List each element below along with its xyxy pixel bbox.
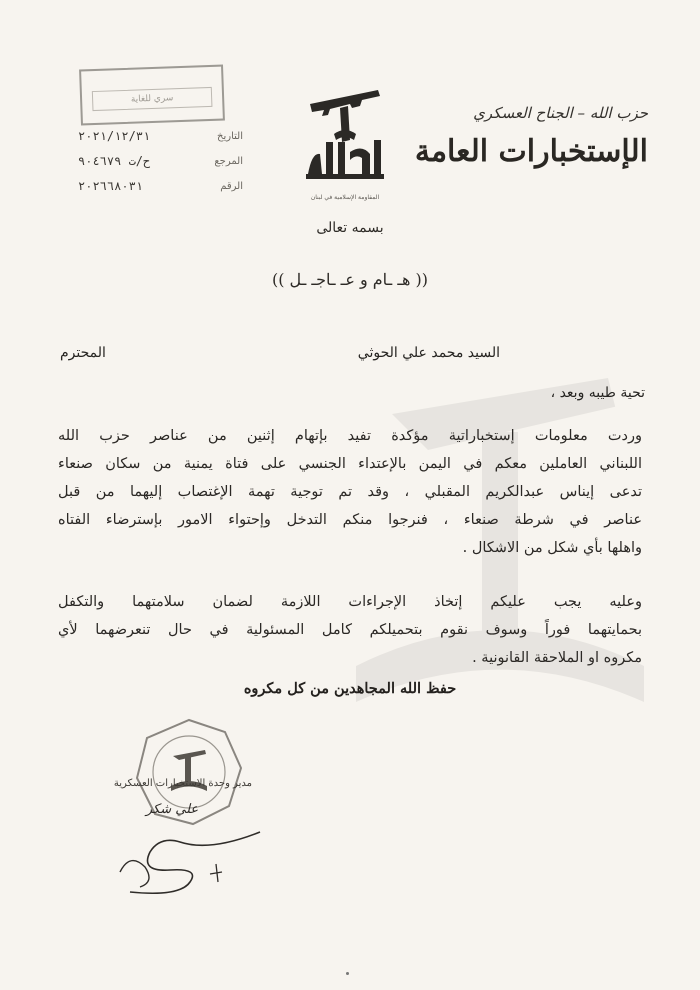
number-value: ٢٠٢٦٦٨٠٣١ (78, 179, 144, 193)
paragraph-line: بحمايتهما فوراً وسوف نقوم بتحميلكم كامل المسئولية في حال تنعرضهما لأي (58, 622, 642, 638)
number-row (78, 174, 243, 199)
paragraph-line: وعليه يجب عليكم إتخاذ الإجراءات اللازمة لضمان سلامتهما والتكفل (58, 594, 642, 610)
organization-line: حزب الله – الجناح العسكري (473, 104, 648, 122)
greeting: تحية طيبه وبعد ، (550, 385, 645, 401)
honorific: المحترم (60, 345, 106, 361)
department-name: الإستخبارات العامة (414, 134, 648, 169)
body-paragraph-1 (58, 422, 642, 562)
paragraph-line: تدعى إيناس عبدالكريم المقبلي ، وقد تم توجية تهمة الإغتصاب إليهما من قبل (58, 484, 642, 500)
date-label: التاريخ (217, 131, 243, 142)
paragraph-line: اللبناني العاملين معكم في اليمن بالإعتداء الجنسي على فتاة يمنية من سكان صنعاء (58, 456, 642, 472)
paragraph-line: وردت معلومات إستخباراتية مؤكدة تفيد بإتهام إثنين من عناصر حزب الله (58, 428, 642, 444)
classification-stamp (79, 65, 225, 126)
number-label: الرقم (220, 181, 243, 192)
hezbollah-logo-icon (300, 82, 390, 194)
logo-caption: المقاومة الإسلامية في لبنان (310, 194, 380, 201)
signatory-name: علي شكر (145, 802, 199, 817)
reference-block (78, 124, 243, 199)
date-row (78, 124, 243, 149)
stamp-text: سري للغاية (92, 87, 213, 111)
paragraph-line: مكروه او الملاحقة القانونية . (472, 650, 642, 666)
reference-row (78, 149, 243, 174)
paragraph-line: عناصر في شرطة صنعاء ، فنرجوا منكم التدخل وإحتواء الامور بإسترضاء الفتاه (58, 512, 642, 528)
body-paragraph-2 (58, 588, 642, 672)
handwritten-signature (90, 812, 290, 907)
reference-value: ح/ت ٩٠٤٦٧٩ (78, 154, 151, 168)
scan-mark (346, 972, 349, 975)
paragraph-line: واهلها بأي شكل من الاشكال . (462, 540, 642, 556)
date-value: ٢٠٢١/١٢/٣١ (78, 129, 151, 143)
reference-label: المرجع (214, 156, 243, 167)
addressee: السيد محمد علي الحوثي (357, 345, 500, 361)
basmala: بسمه تعالى (316, 220, 384, 236)
urgent-marker: (( هـ ـام و عـ ـاجـ ـل )) (271, 270, 429, 289)
signatory-title: مدير وحدة الاستخبارات العسكرية (113, 778, 252, 789)
closing-line: حفظ الله المجاهدين من كل مكروه (243, 680, 457, 697)
